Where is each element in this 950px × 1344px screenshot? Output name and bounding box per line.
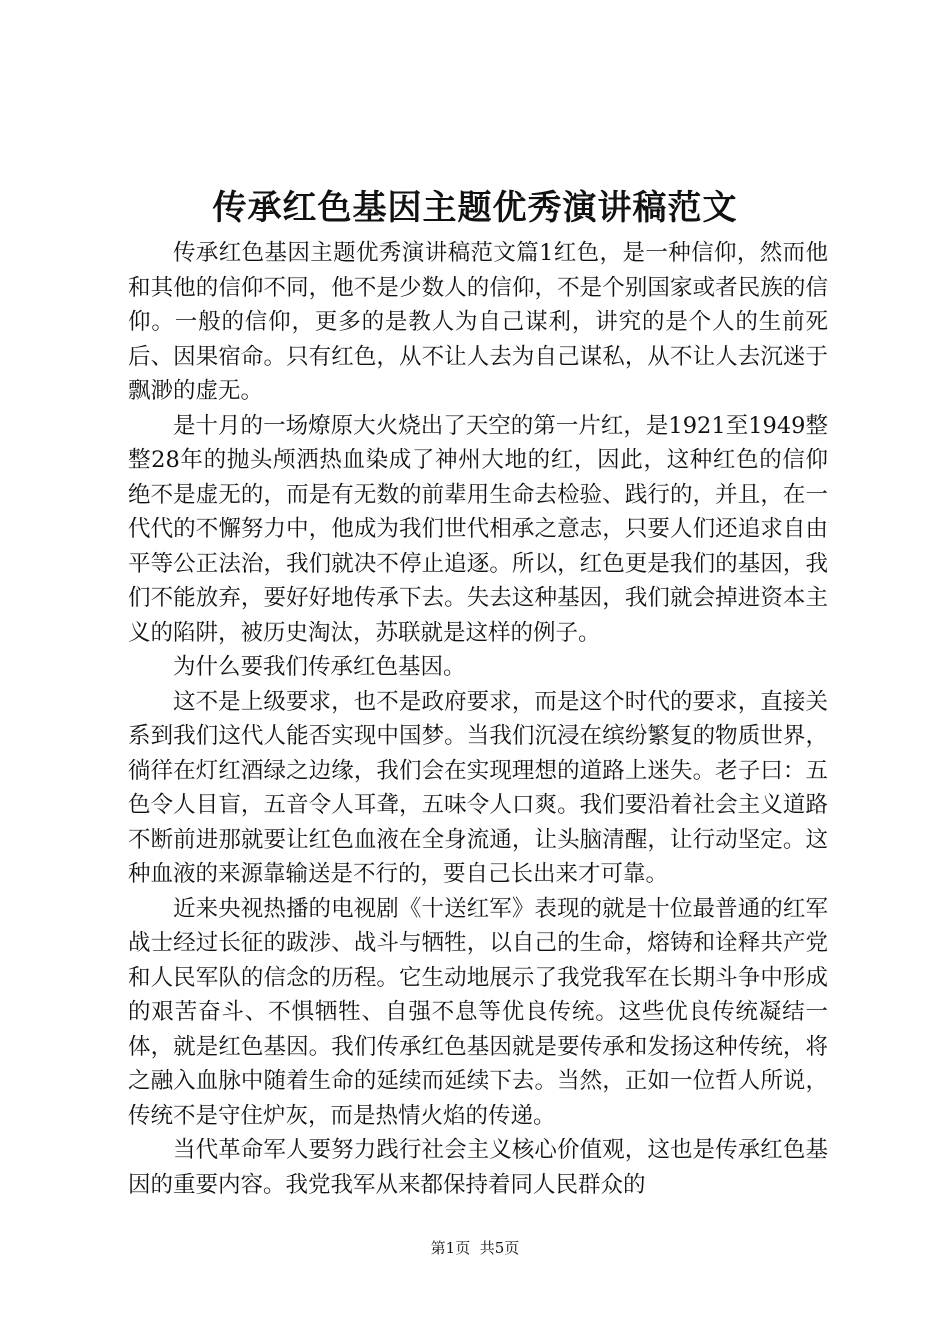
paragraph: 为什么要我们传承红色基因。: [173, 654, 466, 680]
page-number: 第1页: [430, 1239, 471, 1257]
paragraph: 传承红色基因主题优秀演讲稿范文篇1红色，是一种信仰，然而他和其他的信仰不同，他不是少数人的信仰，不是个别国家或者民族的信仰。一般的信仰，更多的是教人为自己谋利，讲究的是个人的生前死后、因果宿命。只有红色，从不让人去为自己谋私，从不让人去沉迷于飘渺的虚无。: [128, 240, 828, 404]
page-total: 共5页: [479, 1239, 520, 1257]
paragraph: 当代革命军人要努力践行社会主义核心价值观，这也是传承红色基因的重要内容。我党我军从来都保持着同人民群众的: [128, 1137, 828, 1198]
page-footer: [0, 1236, 950, 1260]
document-body: [128, 236, 828, 1202]
paragraph: 近来央视热播的电视剧《十送红军》表现的就是十位最普通的红军战士经过长征的跋涉、战斗与牺牲，以自己的生命，熔铸和诠释共产党和人民军队的信念的历程。它生动地展示了我党我军在长期斗争中形成的艰苦奋斗、不惧牺牲、自强不息等优良传统。这些优良传统凝结一体，就是红色基因。我们传承红色基因就是要传承和发扬这种传统，将之融入血脉中随着生命的延续而延续下去。当然，正如一位哲人所说，传统不是守住炉灰，而是热情火焰的传递。: [128, 895, 828, 1129]
paragraph: 是十月的一场燎原大火烧出了天空的第一片红，是1921至1949整整28年的抛头颅洒热血染成了神州大地的红，因此，这种红色的信仰绝不是虚无的，而是有无数的前辈用生命去检验、践行的，并且，在一代代的不懈努力中，他成为我们世代相承之意志，只要人们还追求自由平等公正法治，我们就决不停止追逐。所以，红色更是我们的基因，我们不能放弃，要好好地传承下去。失去这种基因，我们就会掉进资本主义的陷阱，被历史淘汰，苏联就是这样的例子。: [128, 412, 828, 646]
paragraph: 这不是上级要求，也不是政府要求，而是这个时代的要求，直接关系到我们这代人能否实现中国梦。当我们沉浸在缤纷繁复的物质世界，徜徉在灯红酒绿之边缘，我们会在实现理想的道路上迷失。老子曰：五色令人目盲，五音令人耳聋，五味令人口爽。我们要沿着社会主义道路不断前进那就要让红色血液在全身流通，让头脑清醒，让行动坚定。这种血液的来源靠输送是不行的，要自己长出来才可靠。: [128, 688, 828, 887]
document-title: 传承红色基因主题优秀演讲稿范文: [212, 188, 738, 228]
